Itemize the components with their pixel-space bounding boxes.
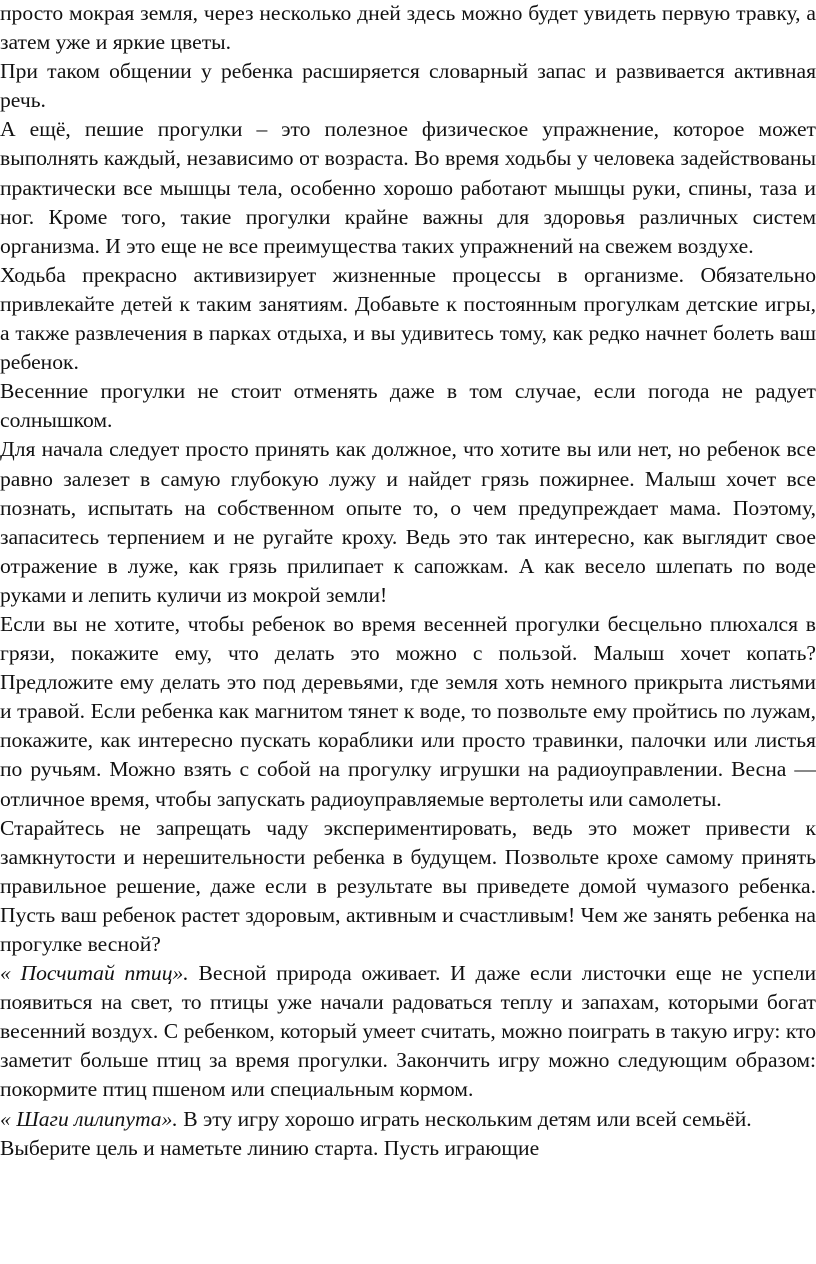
paragraph-experiment: Старайтесь не запрещать чаду экспериментировать, ведь это может привести к замкнутости и нерешительности ребенка в будущем. Позвольте крохе самому принять правильное решение, даже если в результате вы приведете домой чумазого ребенка. Пусть ваш ребенок растет здоровым, активным и счастливым! Чем же занять ребенка на прогулке весной?	[0, 815, 816, 956]
paragraph-walking-exercise: А ещё, пешие прогулки – это полезное физическое упражнение, которое может выполнять каждый, независимо от возраста. Во время ходьбы у человека задействованы практически все мышцы тела, особенно хорошо работают мышцы руки, спины, таза и ног. Кроме того, такие прогулки крайне важны для здоровья различных систем организма. И это еще не все преимущества таких упражнений на свежем воздухе.	[0, 117, 816, 258]
paragraph-game-lilliput-steps	[0, 1105, 816, 1163]
paragraph-puddles: Для начала следует просто принять как должное, что хотите вы или нет, но ребенок все равно залезет в самую глубокую лужу и найдет грязь пожирнее. Малыш хочет все познать, испытать на собственном опыте то, о чем предупреждает мама. Поэтому, запаситесь терпением и не ругайте кроху. Ведь это так интересно, как выглядит свое отражение в луже, как грязь прилипает к сапожкам. А как весело шлепать по воде руками и лепить куличи из мокрой земли!	[0, 437, 816, 607]
paragraph-vocabulary: При таком общении у ребенка расширяется словарный запас и развивается активная речь.	[0, 59, 816, 113]
paragraph-spring-ground: просто мокрая земля, через несколько дней здесь можно будет увидеть первую травку, а затем уже и яркие цветы.	[0, 1, 816, 55]
paragraph-game-count-birds	[0, 959, 816, 1104]
paragraph-walking-activates: Ходьба прекрасно активизирует жизненные процессы в организме. Обязательно привлекайте детей к таким занятиям. Добавьте к постоянным прогулкам детские игры, а также развлечения в парках отдыха, и вы удивитесь тому, как редко начнет болеть ваш ребенок.	[0, 262, 816, 375]
game-text-lilliput-steps: В эту игру хорошо играть нескольким детям или всей семьёй. Выберите цель и наметьте линию старта. Пусть играющие	[0, 1106, 752, 1160]
game-text-count-birds: Весной природа оживает. И даже если листочки еще не успели появиться на свет, то птицы уже начали радоваться теплу и запахам, которыми богат весенний воздух. С ребенком, который умеет считать, можно поиграть в такую игру: кто заметит больше птиц за время прогулки. Закончить игру можно следующим образом: покормите птиц пшеном или специальным кормом.	[0, 961, 816, 1102]
paragraph-spring-walks-weather: Весенние прогулки не стоит отменять даже в том случае, если погода не радует солнышком.	[0, 379, 816, 433]
game-title-count-birds: « Посчитай птиц».	[0, 961, 189, 986]
game-title-lilliput-steps: « Шаги лилипута».	[0, 1106, 178, 1131]
paragraph-useful-play: Если вы не хотите, чтобы ребенок во время весенней прогулки бесцельно плюхался в грязи, покажите ему, что делать это можно с пользой. Малыш хочет копать? Предложите ему делать это под деревьями, где земля хоть немного прикрыта листьями и травой. Если ребенка как магнитом тянет к воде, то позвольте ему пройтись по лужам, покажите, как интересно пускать кораблики или просто травинки, палочки или листья по ручьям. Можно взять с собой на прогулку игрушки на радиоуправлении. Весна — отличное время, чтобы запускать радиоуправляемые вертолеты или самолеты.	[0, 611, 816, 811]
